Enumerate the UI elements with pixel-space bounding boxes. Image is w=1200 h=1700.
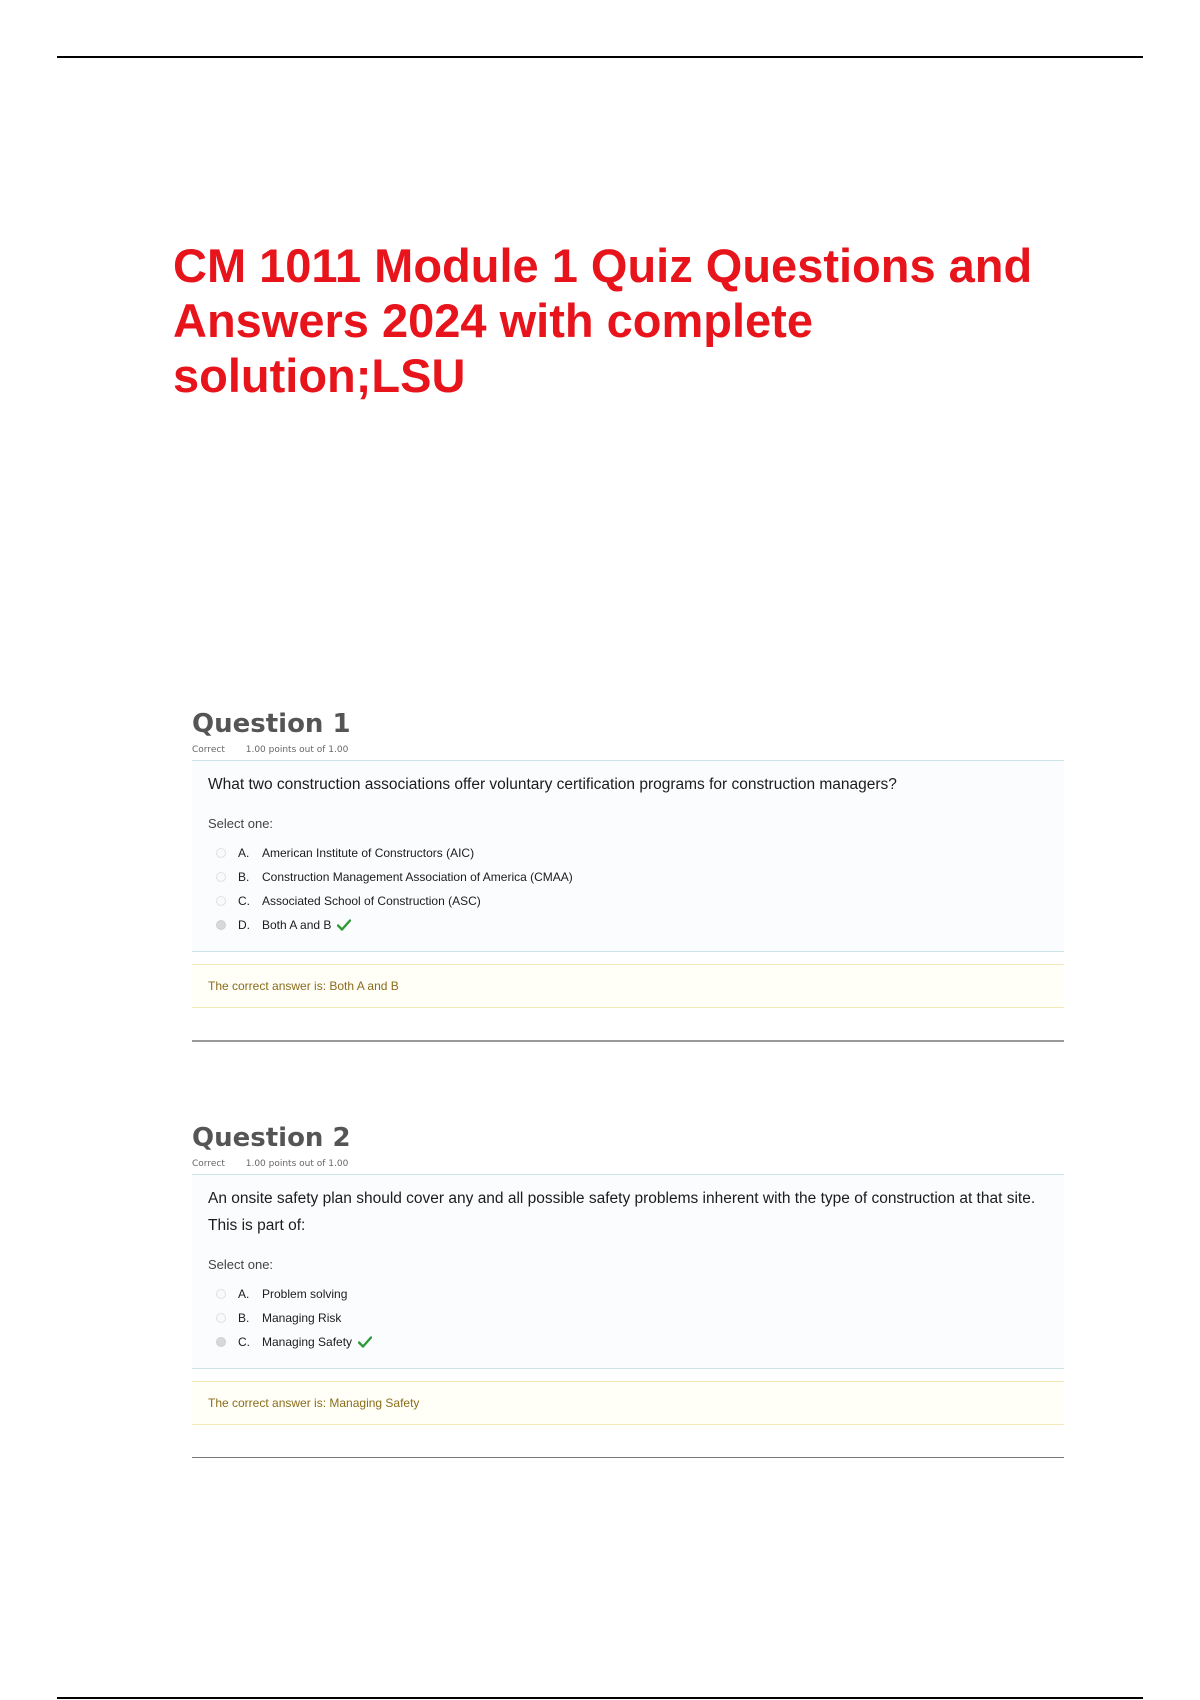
radio-icon[interactable]: [216, 872, 226, 882]
option-label: Construction Management Association of America (CMAA): [262, 870, 573, 884]
bottom-rule: [57, 1697, 1143, 1699]
option-letter: A.: [238, 846, 250, 860]
option-letter: C.: [238, 894, 250, 908]
radio-icon[interactable]: [216, 1289, 226, 1299]
feedback-box: [192, 964, 1064, 1008]
answer-option-b[interactable]: [216, 865, 1048, 889]
question-meta: [192, 1158, 1064, 1170]
option-letter: A.: [238, 1287, 250, 1301]
question-status: Correct: [192, 745, 225, 755]
question-divider: [192, 1040, 1064, 1042]
question-1: [192, 706, 1064, 1042]
top-rule: [57, 56, 1143, 58]
option-label: Managing Safety: [262, 1335, 353, 1349]
radio-icon[interactable]: [216, 920, 226, 930]
feedback-box: [192, 1381, 1064, 1425]
check-icon: [337, 919, 351, 931]
answer-option-a[interactable]: [216, 841, 1048, 865]
option-label: Problem solving: [262, 1287, 348, 1301]
select-one-label: Select one:: [208, 1257, 274, 1272]
answer-option-d[interactable]: [216, 913, 1048, 937]
question-status: Correct: [192, 1159, 225, 1169]
answer-option-c[interactable]: [216, 889, 1048, 913]
correct-answer-text: The correct answer is: Both A and B: [208, 979, 399, 993]
option-label: American Institute of Constructors (AIC): [262, 846, 475, 860]
answer-option-b[interactable]: [216, 1306, 1048, 1330]
option-label: Managing Risk: [262, 1311, 342, 1325]
select-one-label: Select one:: [208, 816, 274, 831]
radio-icon[interactable]: [216, 848, 226, 858]
question-points: 1.00 points out of 1.00: [245, 1159, 349, 1169]
option-letter: B.: [238, 1311, 250, 1325]
question-points: 1.00 points out of 1.00: [245, 745, 349, 755]
answer-option-c[interactable]: [216, 1330, 1048, 1354]
option-letter: B.: [238, 870, 250, 884]
answer-list: [208, 1282, 1048, 1354]
radio-icon[interactable]: [216, 896, 226, 906]
radio-icon[interactable]: [216, 1313, 226, 1323]
question-heading: Question 2: [192, 1123, 351, 1153]
option-letter: C.: [238, 1335, 250, 1349]
question-divider: [192, 1457, 1064, 1458]
question-meta: [192, 744, 1064, 756]
question-2: [192, 1120, 1064, 1458]
correct-answer-text: The correct answer is: Managing Safety: [208, 1396, 420, 1410]
question-heading: Question 1: [192, 709, 351, 739]
radio-icon[interactable]: [216, 1337, 226, 1347]
question-box: [192, 760, 1064, 952]
answer-list: [208, 841, 1048, 937]
check-icon: [358, 1336, 372, 1348]
option-label: Associated School of Construction (ASC): [262, 894, 481, 908]
question-text: What two construction associations offer voluntary certification programs for construction managers?: [208, 776, 897, 793]
question-box: [192, 1174, 1064, 1369]
answer-option-a[interactable]: [216, 1282, 1048, 1306]
option-letter: D.: [238, 918, 250, 932]
question-text: An onsite safety plan should cover any and all possible safety problems inherent with the type of construction at that site. This is part of:: [208, 1190, 1036, 1234]
document-title: CM 1011 Module 1 Quiz Questions and Answers 2024 with complete solution;LSU: [173, 239, 1033, 402]
option-label: Both A and B: [262, 918, 332, 932]
